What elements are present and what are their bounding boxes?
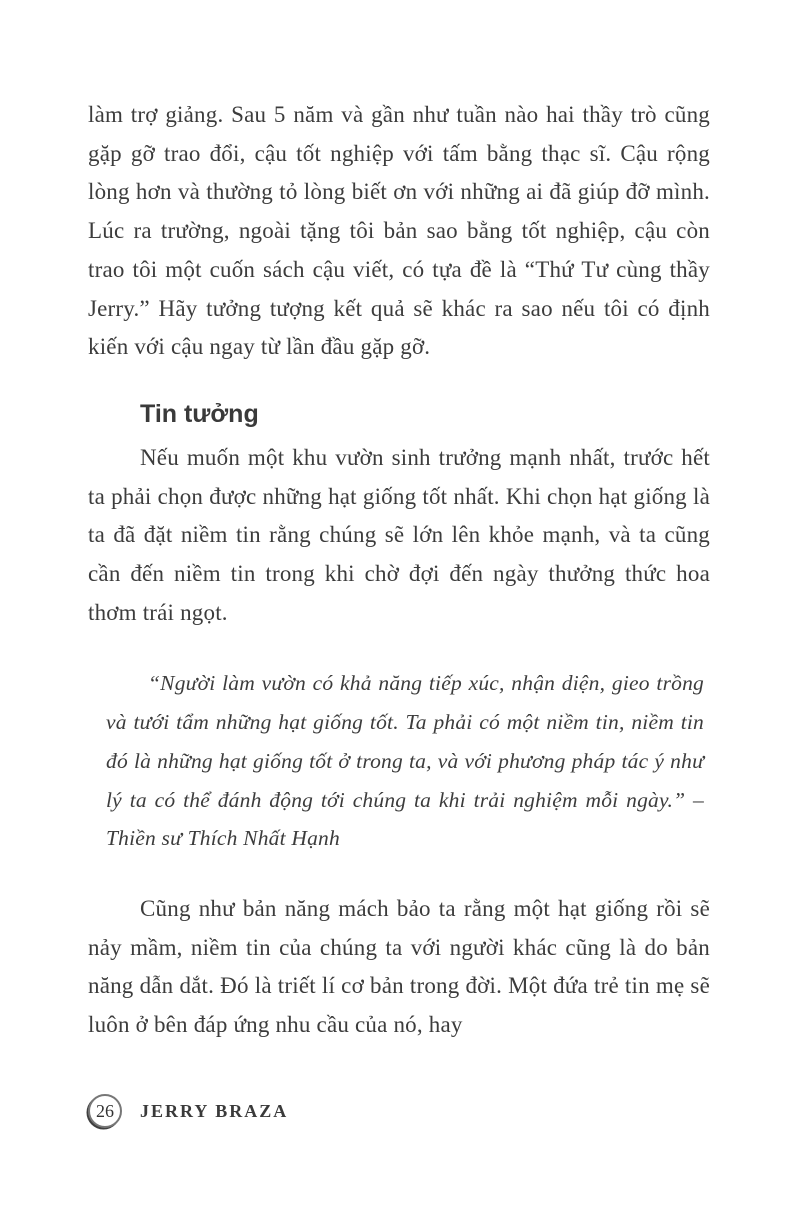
page-number-badge: 26 <box>88 1094 122 1128</box>
section-heading: Tin tưởng <box>140 399 259 428</box>
author-name: JERRY BRAZA <box>140 1100 289 1121</box>
paragraph-trust: Nếu muốn một khu vườn sinh trưởng mạnh nhất, trước hết ta phải chọn được những hạt giống tốt nhất. Khi chọn hạt giống là ta đã đặt niềm tin rằng chúng sẽ lớn lên khỏe mạnh, và ta cũng cần đến niềm tin trong khi chờ đợi đến ngày thưởng thức hoa thơm trái ngọt. <box>88 444 710 625</box>
paragraph-instinct: Cũng như bản năng mách bảo ta rằng một hạt giống rồi sẽ nảy mầm, niềm tin của chúng ta với người khác cũng là do bản năng dẫn dắt. Đó là triết lí cơ bản trong đời. Một đứa trẻ tin mẹ sẽ luôn ở bên đáp ứng nhu cầu của nó, hay <box>88 895 710 1038</box>
quote-block: “Người làm vườn có khả năng tiếp xúc, nhận diện, gieo trồng và tưới tẩm những hạt giống tốt. Ta phải có một niềm tin, niềm tin đó là những hạt giống tốt ở trong ta, và với phương pháp tác ý như lý ta có thể đánh động tới chúng ta khi trải nghiệm mỗi ngày.” – Thiền sư Thích Nhất Hạnh <box>106 671 704 851</box>
page-footer <box>88 1094 288 1128</box>
paragraph-continuation: làm trợ giảng. Sau 5 năm và gần như tuần nào hai thầy trò cũng gặp gỡ trao đổi, cậu tốt nghiệp với tấm bằng thạc sĩ. Cậu rộng lòng hơn và thường tỏ lòng biết ơn với những ai đã giúp đỡ mình. Lúc ra trường, ngoài tặng tôi bản sao bằng tốt nghiệp, cậu còn trao tôi một cuốn sách cậu viết, có tựa đề là “Thứ Tư cùng thầy Jerry.” Hãy tưởng tượng kết quả sẽ khác ra sao nếu tôi có định kiến với cậu ngay từ lần đầu gặp gỡ. <box>88 102 710 360</box>
